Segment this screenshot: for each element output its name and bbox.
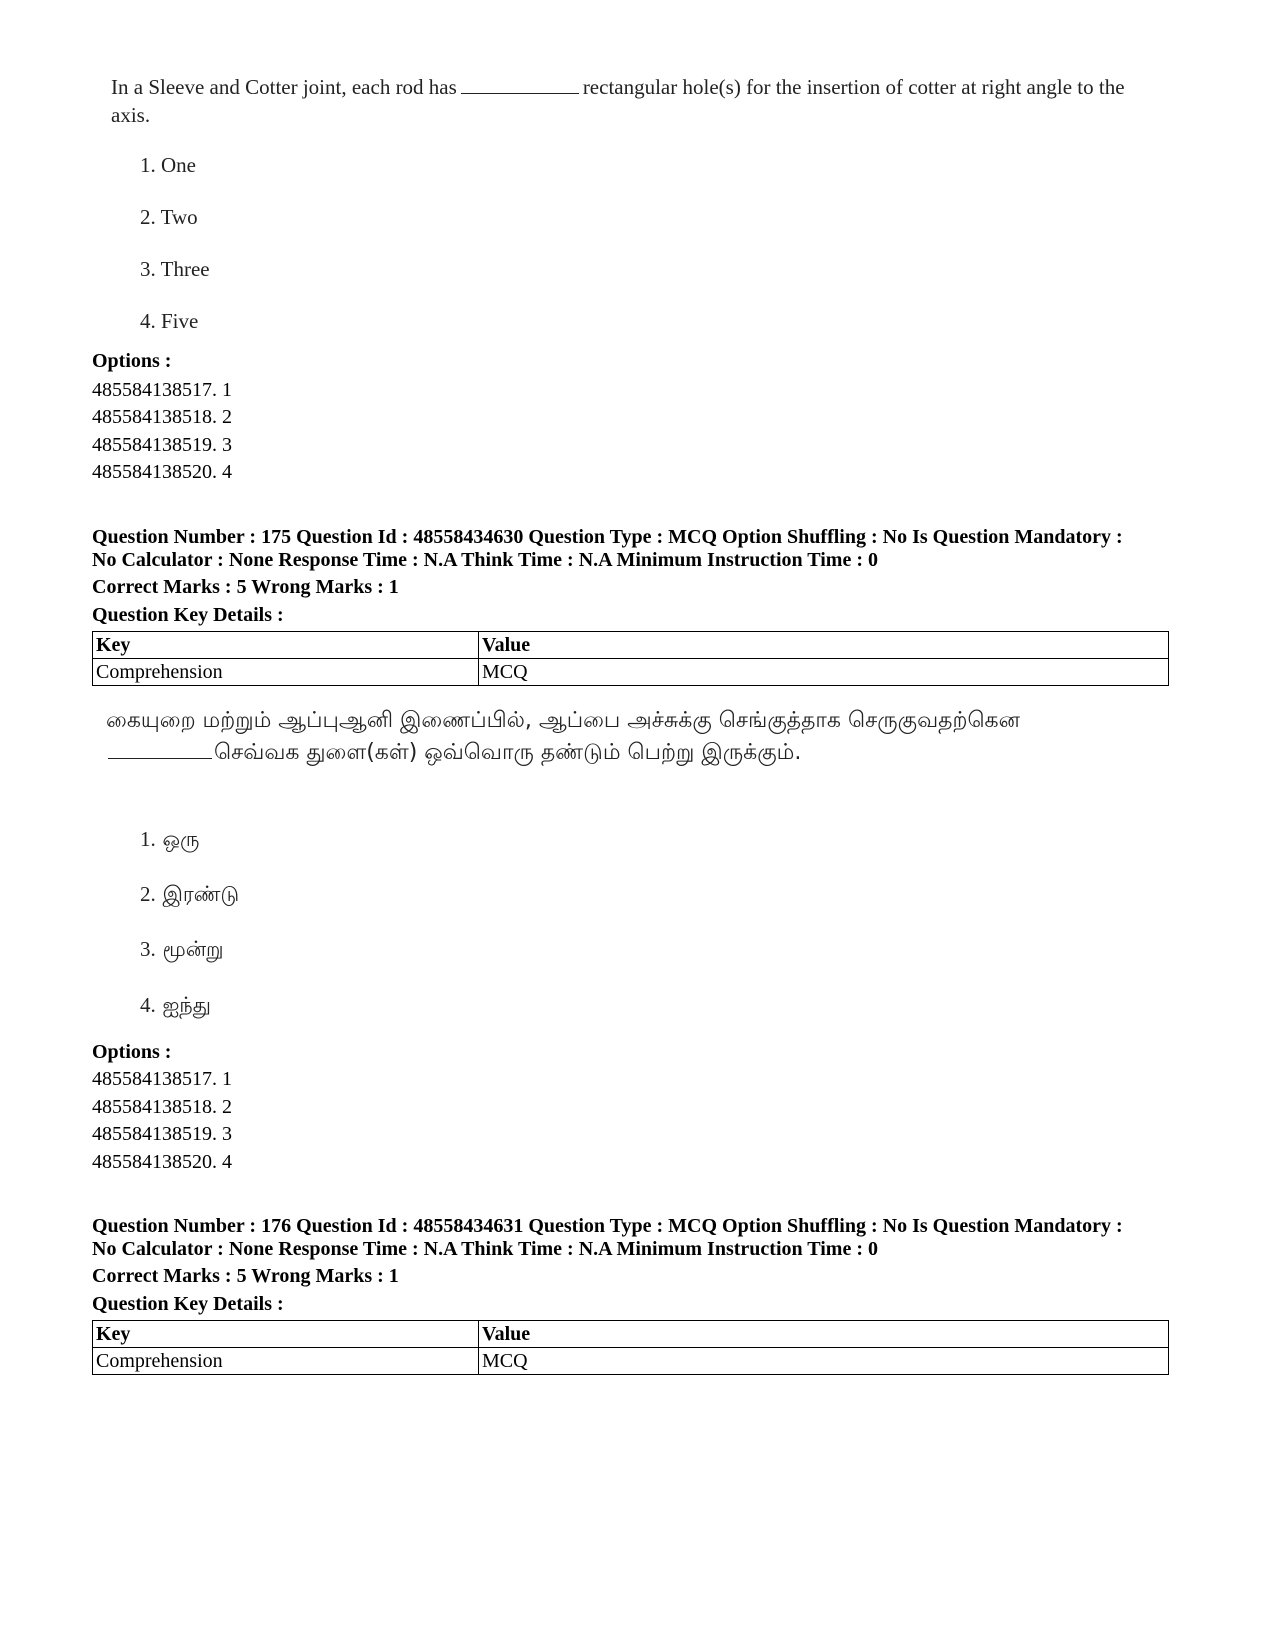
table-cell-key: Comprehension [93, 659, 479, 686]
choice-number: 2. [140, 882, 156, 906]
table-header-row [93, 1321, 1169, 1348]
table-header-key: Key [93, 1321, 479, 1348]
answer-blank-tamil [108, 740, 212, 759]
option-id-4: 485584138520. 4 [92, 1151, 232, 1173]
key-details-heading: Question Key Details : [92, 604, 284, 626]
choice-text: ஐந்து [162, 993, 211, 1017]
table-header-value: Value [479, 1321, 1169, 1348]
question-text-part1: In a Sleeve and Cotter joint, each rod has [111, 75, 457, 99]
choice-2: 2. Two [140, 205, 198, 229]
choice-text: மூன்று [162, 937, 224, 961]
question-text-english [111, 73, 1131, 129]
choice-number: 4. [140, 993, 156, 1017]
table-header-row [93, 632, 1169, 659]
table-row [93, 1348, 1169, 1375]
question-meta-line1: Question Number : 175 Question Id : 48558434630 Question Type : MCQ Option Shuffling : No Is Question Mandatory : [92, 526, 1123, 548]
table-cell-key: Comprehension [93, 1348, 479, 1375]
choice-number: 3. [140, 937, 156, 961]
tamil-choice-1 [140, 826, 200, 852]
table-row [93, 659, 1169, 686]
key-details-table [92, 1320, 1169, 1375]
question-meta-line2: No Calculator : None Response Time : N.A Think Time : N.A Minimum Instruction Time : 0 [92, 549, 878, 571]
tamil-choice-3 [140, 936, 224, 962]
tamil-text-part1: கையுறை மற்றும் ஆப்புஆனி இணைப்பில், ஆப்பை அச்சுக்கு செங்குத்தாக செருகுவதற்கென [106, 708, 1020, 733]
option-id-1: 485584138517. 1 [92, 379, 232, 401]
question-text-tamil [106, 705, 1106, 769]
table-cell-value: MCQ [479, 1348, 1169, 1375]
tamil-choice-2 [140, 881, 239, 907]
question-meta-line2: No Calculator : None Response Time : N.A Think Time : N.A Minimum Instruction Time : 0 [92, 1238, 878, 1260]
options-heading: Options : [92, 1041, 172, 1063]
options-heading: Options : [92, 350, 172, 372]
question-text-part2: rectangular hole(s) for the insertion of cotter at right angle to the axis. [111, 75, 1125, 127]
table-header-value: Value [479, 632, 1169, 659]
key-details-heading: Question Key Details : [92, 1293, 284, 1315]
option-id-2: 485584138518. 2 [92, 406, 232, 428]
tamil-choice-4 [140, 992, 211, 1018]
answer-blank [461, 75, 579, 94]
question-meta [92, 526, 1202, 572]
table-header-key: Key [93, 632, 479, 659]
choice-number: 1. [140, 827, 156, 851]
choice-4: 4. Five [140, 309, 199, 333]
choice-text: இரண்டு [162, 882, 240, 906]
choice-1: 1. One [140, 153, 196, 177]
tamil-text-part2: செவ்வக துளை(கள்) ஒவ்வொரு தண்டும் பெற்று இருக்கும். [214, 740, 802, 765]
question-meta [92, 1215, 1202, 1261]
question-meta-line1: Question Number : 176 Question Id : 48558434631 Question Type : MCQ Option Shuffling : No Is Question Mandatory : [92, 1215, 1123, 1237]
choice-3: 3. Three [140, 257, 210, 281]
option-id-1: 485584138517. 1 [92, 1068, 232, 1090]
table-cell-value: MCQ [479, 659, 1169, 686]
key-details-table [92, 631, 1169, 686]
option-id-4: 485584138520. 4 [92, 461, 232, 483]
option-id-3: 485584138519. 3 [92, 1123, 232, 1145]
option-id-2: 485584138518. 2 [92, 1096, 232, 1118]
choice-text: ஒரு [162, 827, 200, 851]
option-id-3: 485584138519. 3 [92, 434, 232, 456]
marks-info: Correct Marks : 5 Wrong Marks : 1 [92, 1265, 399, 1287]
marks-info: Correct Marks : 5 Wrong Marks : 1 [92, 576, 399, 598]
